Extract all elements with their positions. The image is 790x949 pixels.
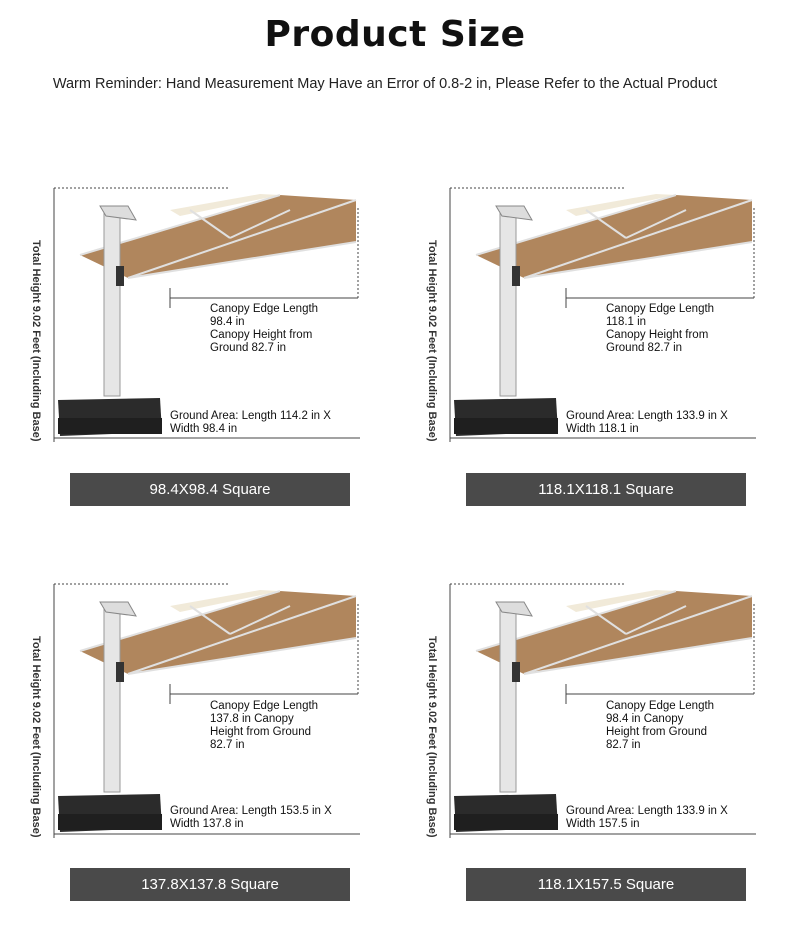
warm-reminder: Warm Reminder: Hand Measurement May Have an Error of 0.8-2 in, Please Refer to the Actual Product [52,76,718,92]
canopy-line: Canopy Height from [210,329,313,341]
ground-area-info [170,805,332,831]
ground-area-info [566,410,728,436]
size-panel-2 [426,180,766,530]
total-height-label: Total Height 9.02 Feet (Including Base) [426,636,438,838]
canopy-line: Canopy Edge Length [606,303,715,315]
umbrella-illustration [40,576,370,876]
canopy-info [210,303,318,355]
total-height-label: Total Height 9.02 Feet (Including Base) [426,240,438,442]
total-height-label: Total Height 9.02 Feet (Including Base) [30,240,42,442]
ground-area-info [566,805,728,831]
size-panel-3 [30,576,370,926]
total-height-label: Total Height 9.02 Feet (Including Base) [30,636,42,838]
canopy-line: Canopy Edge Length [210,303,319,315]
canopy-line: 82.7 in [606,739,641,751]
canopy-line: Ground 82.7 in [606,342,683,354]
ground-line: Ground Area: Length 133.9 in X [566,805,728,817]
umbrella-illustration [436,576,766,876]
ground-line: Width 157.5 in [566,818,640,830]
ground-line: Width 118.1 in [566,423,639,435]
ground-line: Ground Area: Length 153.5 in X [170,805,332,817]
ground-line: Width 98.4 in [170,423,238,435]
canopy-line: 98.4 in Canopy [606,713,684,725]
size-badge: 98.4X98.4 Square [70,473,350,506]
canopy-info [606,700,714,752]
size-badge: 137.8X137.8 Square [70,868,350,901]
size-badge: 118.1X118.1 Square [466,473,746,506]
canopy-info [606,303,714,355]
canopy-line: Ground 82.7 in [210,342,287,354]
canopy-line: 98.4 in [210,316,245,328]
ground-line: Width 137.8 in [170,818,244,830]
canopy-line: 137.8 in Canopy [210,713,294,725]
size-badge: 118.1X157.5 Square [466,868,746,901]
canopy-line: Height from Ground [210,726,311,738]
ground-line: Ground Area: Length 114.2 in X [170,410,331,422]
canopy-line: Canopy Height from [606,329,709,341]
canopy-line: 82.7 in [210,739,245,751]
page-title: Product Size [264,14,526,55]
canopy-line: Canopy Edge Length [606,700,715,712]
size-panel-4 [426,576,766,926]
canopy-line: 118.1 in [606,316,647,328]
canopy-line: Height from Ground [606,726,707,738]
ground-line: Ground Area: Length 133.9 in X [566,410,728,422]
ground-area-info [170,410,331,436]
canopy-line: Canopy Edge Length [210,700,319,712]
canopy-info [210,700,318,752]
size-panel-1 [30,180,370,530]
